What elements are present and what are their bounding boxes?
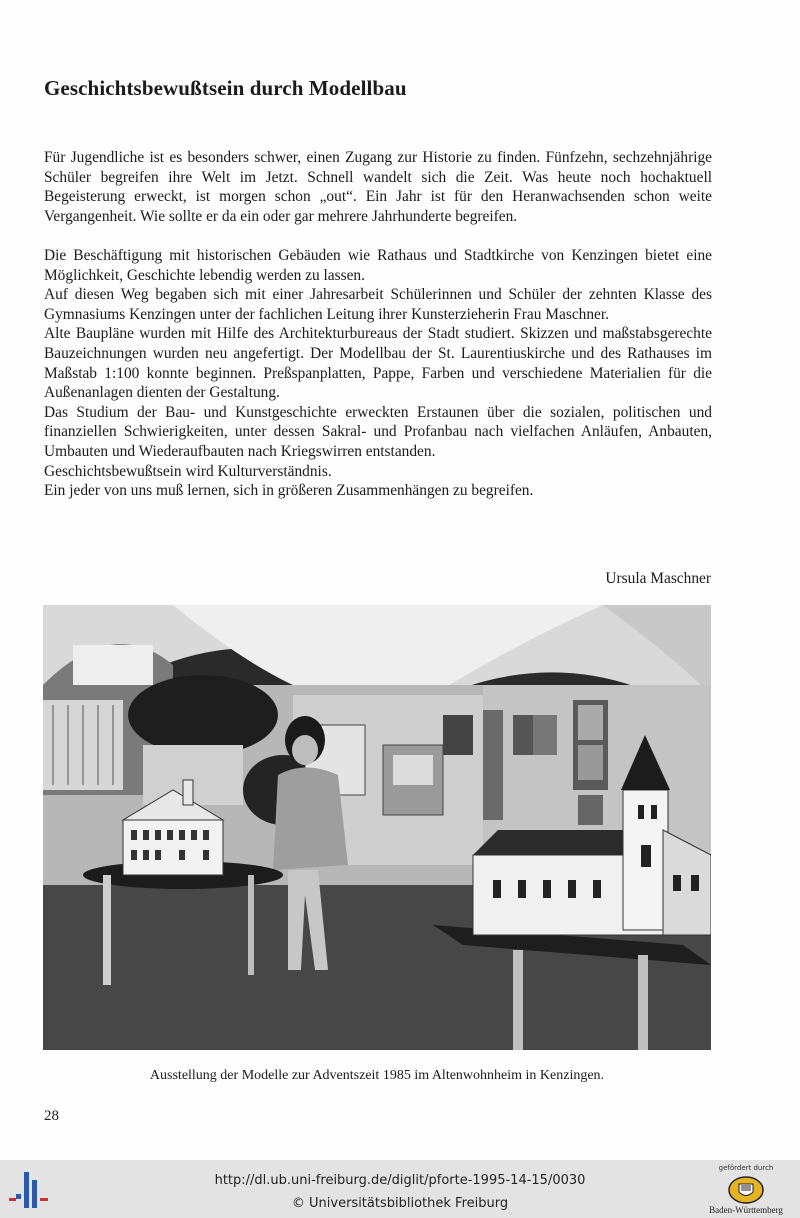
paragraph: Die Beschäftigung mit historischen Gebäuden wie Rathaus und Stadtkirche von Kenzingen bietet eine Möglichkeit, Geschichte lebendig werden zu lassen. — [44, 246, 712, 284]
page-number: 28 — [44, 1108, 59, 1124]
sponsor-name: Baden-Württemberg — [709, 1205, 783, 1215]
author-signature: Ursula Maschner — [605, 570, 711, 587]
source-url-link[interactable]: http://dl.ub.uni-freiburg.de/diglit/pforte-1995-14-15/0030 — [214, 1173, 586, 1188]
baden-wuerttemberg-sponsor — [698, 1164, 794, 1216]
exhibition-photo — [43, 605, 711, 1050]
library-footer — [0, 1160, 800, 1218]
paragraph: Geschichtsbewußtsein wird Kulturverständnis. — [44, 462, 332, 480]
photo-caption: Ausstellung der Modelle zur Adventszeit 1985 im Altenwohnheim in Kenzingen. — [149, 1068, 605, 1083]
photo-illustration — [43, 605, 711, 1050]
paragraph: Das Studium der Bau- und Kunstgeschichte erweckten Erstaunen über die sozialen, politischen und finanziellen Schwierigkeiten, unter dessen Sakral- und Profanbau nach vielfachen Anläufen, Anbauten, Umbauten und Wiederaufbauten nach Kriegswirren entstanden. — [44, 403, 712, 460]
paragraph: Auf diesen Weg begaben sich mit einer Jahresarbeit Schülerinnen und Schüler der zehnten Klasse des Gymnasiums Kenzingen unter der fachlichen Leitung ihrer Kunsterzieherin Frau Maschner. — [44, 286, 712, 323]
paragraph: Ein jeder von uns muß lernen, sich in größeren Zusammenhängen zu begreifen. — [44, 482, 534, 500]
paragraph: Für Jugendliche ist es besonders schwer, einen Zugang zur Historie zu finden. Fünfzehn, sechzehnjährige Schüler begreifen ihre Welt im Jetzt. Schnell wandelt sich die Zeit. Was heute noch hochaktuell Begeisterung erweckt, ist morgen schon „out“. Ein Jahr ist für den Heranwachsenden schon weite Vergangenheit. Wie sollte er da ein oder gar mehrere Jahrhunderte begreifen. — [44, 149, 712, 225]
copyright-notice: © Universitätsbibliothek Freiburg — [291, 1196, 509, 1211]
sponsor-label: gefördert durch — [718, 1164, 774, 1172]
article-body — [44, 148, 712, 501]
paragraph: Alte Baupläne wurden mit Hilfe des Architekturbureaus der Stadt studiert. Skizzen und maßstabsgerechte Bauzeichnungen wurden neu angefertigt. Der Modellbau der St. Laurentiuskirche und des Rathauses im Maßstab 1:100 konnte beginnen. Preßspanplatten, Pappe, Farben und verschiedene Materialien für die Außenanlagen dienten der Gestaltung. — [44, 325, 712, 402]
state-coat-of-arms-icon — [728, 1175, 764, 1205]
article-title: Geschichtsbewußtsein durch Modellbau — [44, 76, 407, 100]
